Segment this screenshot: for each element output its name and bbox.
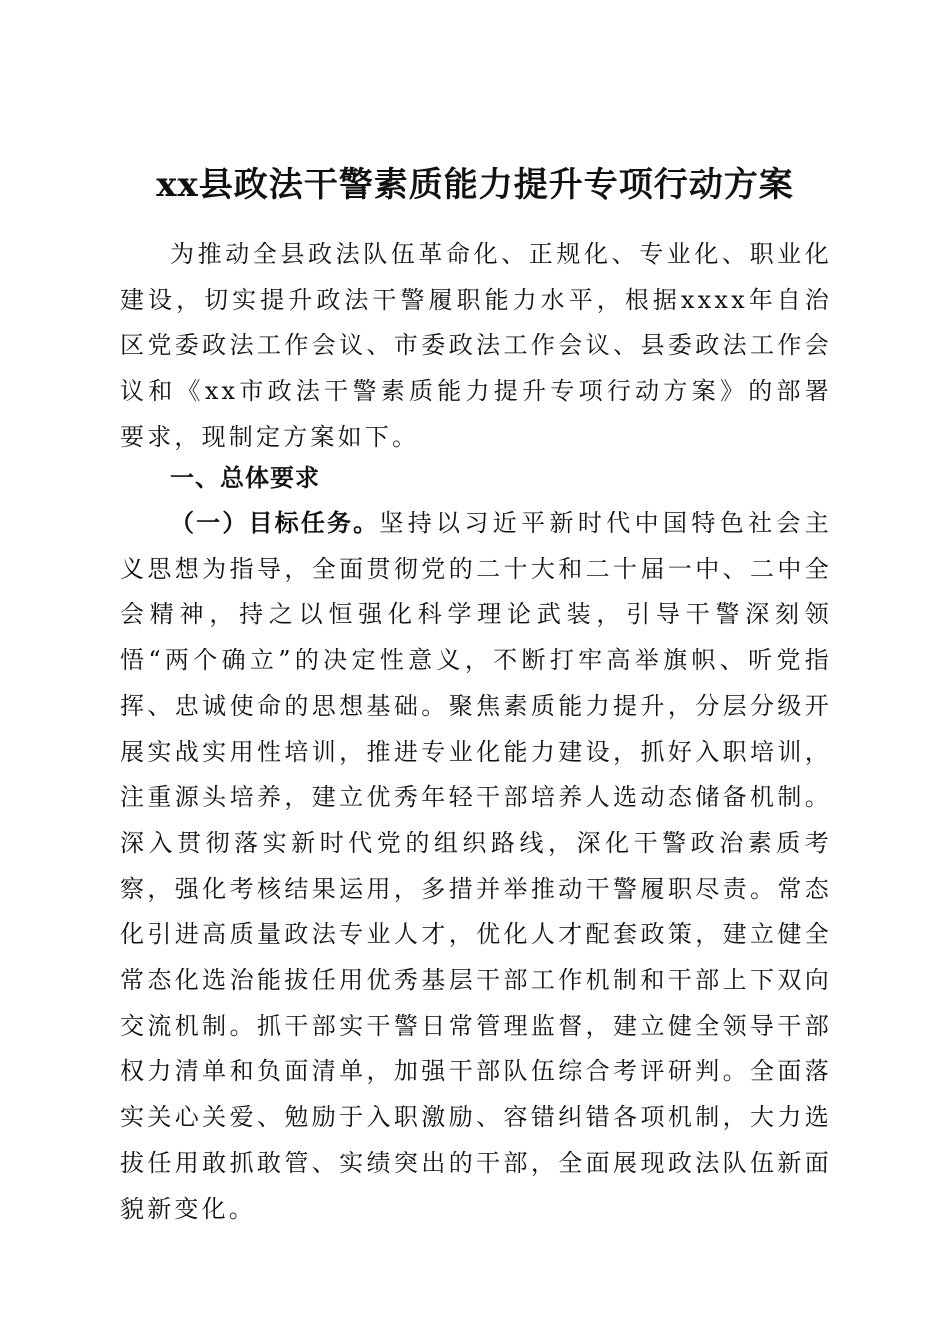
section-heading: 一、总体要求 [170,464,320,492]
subsection-text: 坚持以习近平新时代中国特色社会主义思想为指导，全面贯彻党的二十大和二十届一中、二中全会精神，持之以恒强化科学理论武装，引导干警深刻领悟“两个确立”的决定性意义，不断打牢高举旗帜、听党指挥、忠诚使命的思想基础。聚焦素质能力提升，分层分级开展实战实用性培训，推进专业化能力建设，抓好入职培训，注重源头培养，建立优秀年轻干部培养人选动态储备机制。深入贯彻落实新时代党的组织路线，深化干警政治素质考察，强化考核结果运用，多措并举推动干警履职尽责。常态化引进高质量政法专业人才，优化人才配套政策，建立健全常态化选治能拔任用优秀基层干部工作机制和干部上下双向交流机制。抓干部实干警日常管理监督，建立健全领导干部权力清单和负面清单，加强干部队伍综合考评研判。全面落实关心关爱、勉励于入职激励、容错纠错各项机制，大力选拔任用敢抓敢管、实绩突出的干部，全面展现政法队伍新面貌新变化。 [120,509,833,1223]
subsection-lead: （一）目标任务。 [170,509,380,537]
document-title: xx县政法干警素质能力提升专项行动方案 [156,164,794,205]
intro-paragraph: 为推动全县政法队伍革命化、正规化、专业化、职业化建设，切实提升政法干警履职能力水平，根据xxxx年自治区党委政法工作会议、市委政法工作会议、县委政法工作会议和《xx市政法干警素质能力提升专项行动方案》的部署要求，现制定方案如下。 [120,240,832,451]
target-task-paragraph [120,501,832,1232]
